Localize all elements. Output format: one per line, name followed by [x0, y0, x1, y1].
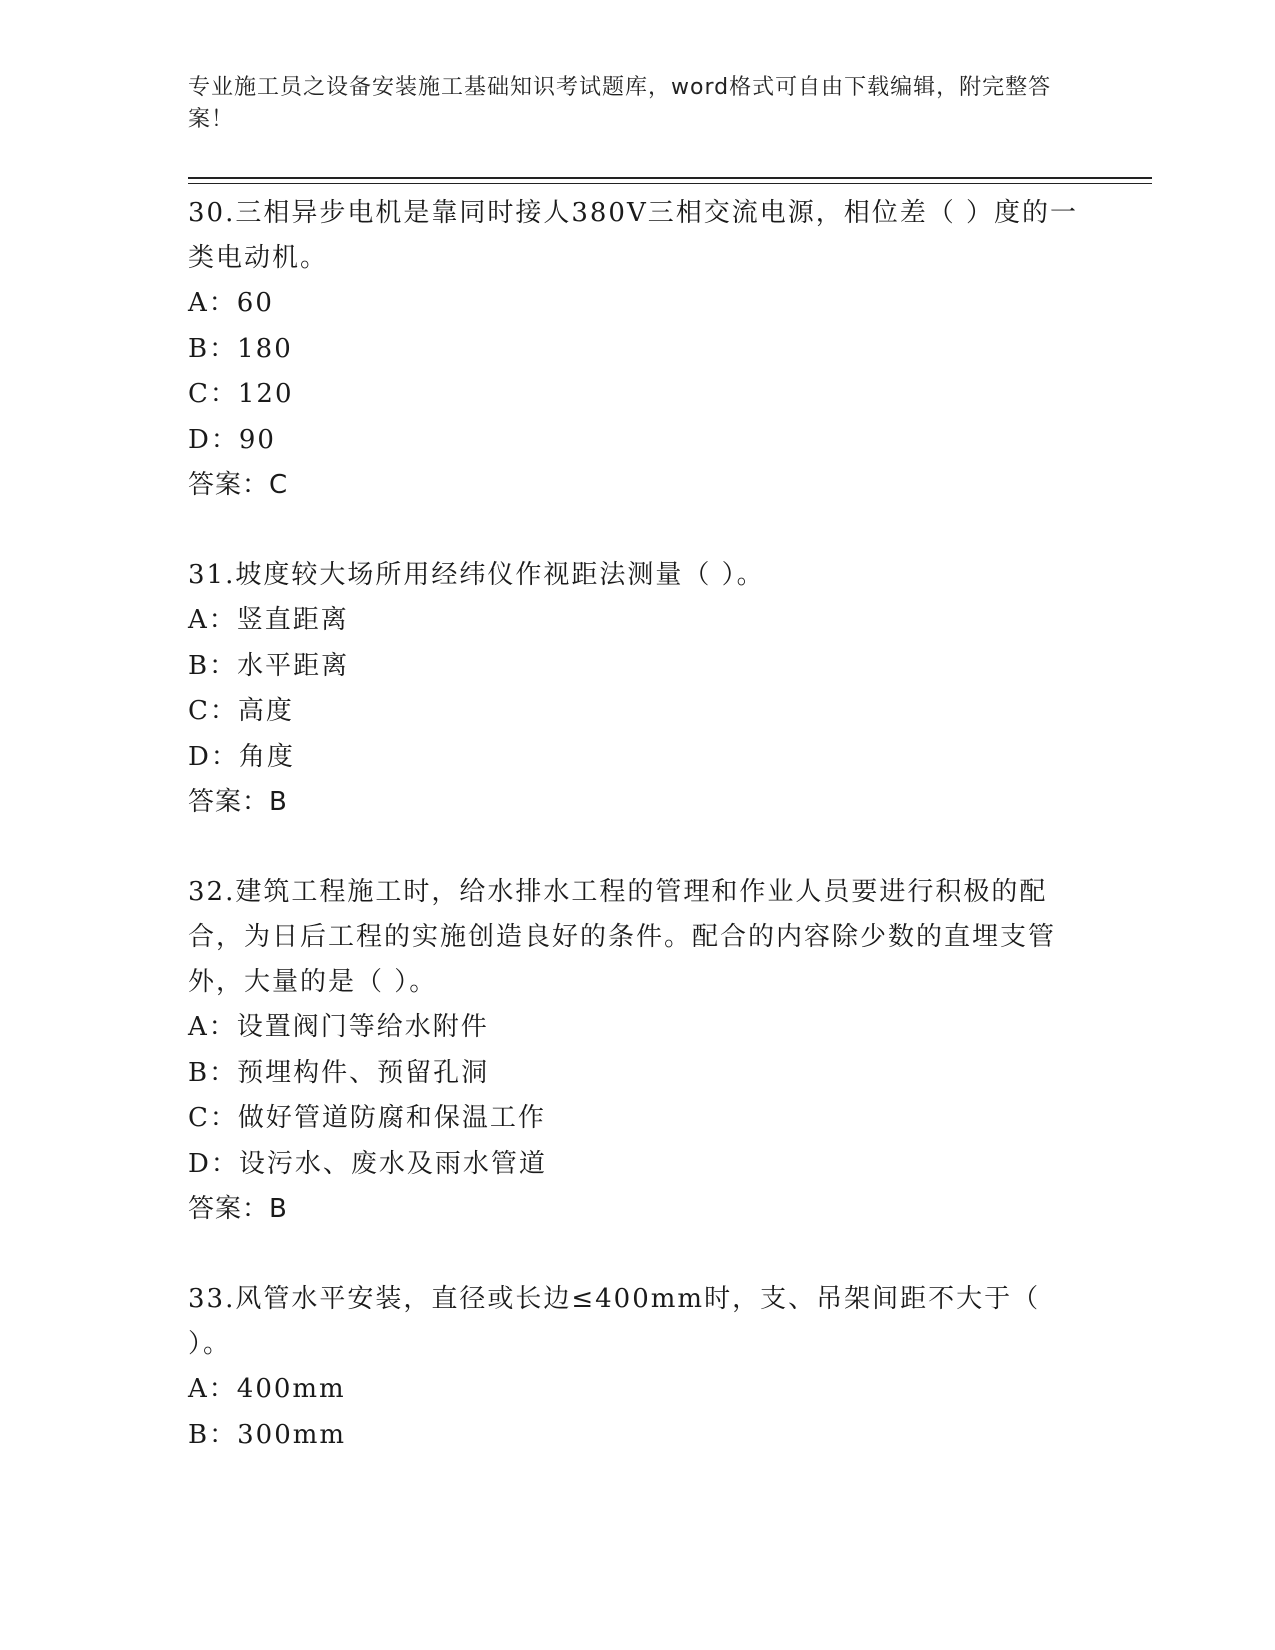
- header-divider-thin: [188, 183, 1152, 184]
- option-b: B：预埋构件、预留孔洞: [188, 1057, 490, 1088]
- option-d: D：设污水、废水及雨水管道: [188, 1148, 547, 1179]
- question-31: [188, 553, 1088, 825]
- question-32: [188, 870, 1088, 1232]
- question-list: [188, 191, 1088, 1458]
- question-spacer: [188, 508, 1088, 553]
- question-spacer: [188, 1232, 1088, 1277]
- question-33: [188, 1277, 1088, 1458]
- option-a: A：设置阀门等给水附件: [188, 1012, 489, 1042]
- question-stem: 33.风管水平安装，直径或长边≤400mm时，支、吊架间距不大于（ ）。: [188, 1284, 1041, 1359]
- option-d: D：角度: [188, 741, 295, 772]
- answer-line: 答案：B: [188, 787, 288, 817]
- answer-line: 答案：B: [188, 1194, 288, 1224]
- option-b: B：水平距离: [188, 650, 350, 681]
- option-c: C：做好管道防腐和保温工作: [188, 1103, 546, 1133]
- question-stem: 30.三相异步电机是靠同时接人380V三相交流电源，相位差（ ）度的一类电动机。: [188, 198, 1079, 273]
- option-c: C：高度: [188, 696, 294, 726]
- option-b: B：300mm: [188, 1419, 347, 1450]
- option-a: A：60: [188, 288, 274, 318]
- header-divider-thick: [188, 177, 1152, 179]
- answer-line: 答案：C: [188, 470, 289, 500]
- option-d: D：90: [188, 424, 276, 455]
- option-c: C：120: [188, 379, 294, 409]
- document-header: 专业施工员之设备安装施工基础知识考试题库，word格式可自由下载编辑，附完整答案！: [188, 75, 1052, 132]
- question-spacer: [188, 825, 1088, 870]
- question-30: [188, 191, 1088, 508]
- question-stem: 31.坡度较大场所用经纬仪作视距法测量（ ）。: [188, 560, 765, 590]
- option-a: A：竖直距离: [188, 605, 349, 635]
- option-b: B：180: [188, 333, 293, 364]
- question-stem: 32.建筑工程施工时，给水排水工程的管理和作业人员要进行积极的配合，为日后工程的实施创造良好的条件。配合的内容除少数的直埋支管外，大量的是（ ）。: [188, 877, 1057, 997]
- option-a: A：400mm: [188, 1374, 346, 1404]
